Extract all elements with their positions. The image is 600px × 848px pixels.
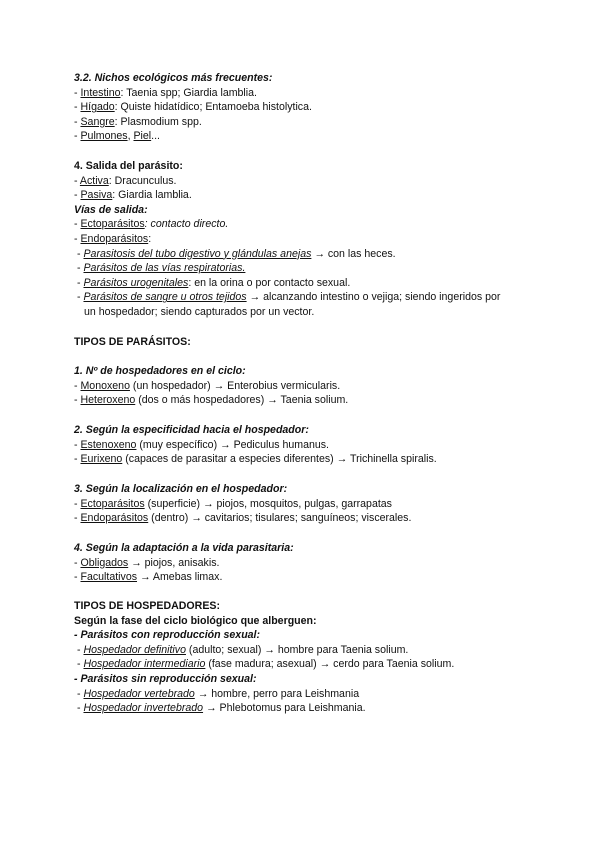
item-text: : Taenia spp; Giardia lamblia. <box>120 86 257 99</box>
sub-item-continuation: un hospedador; siendo capturados por un vector. <box>84 305 315 318</box>
sub-item: - Hospedador vertebrado → hombre, perro para Leishmania <box>77 687 360 700</box>
item-text: (dentro) → cavitarios; tisulares; sanguíneos; viscerales. <box>148 512 412 525</box>
sub-item: - Hospedador intermediario (fase madura; asexual) → cerdo para Taenia solium. <box>77 658 455 671</box>
item-separator: , <box>127 130 134 143</box>
item-label: Endoparásitos <box>80 232 149 245</box>
item-label: Activa <box>79 174 109 187</box>
item-text: : Giardia lamblia. <box>112 189 192 202</box>
list-item: - Heteroxeno (dos o más hospedadores) → Taenia solium. <box>74 394 349 407</box>
list-item: - Endoparásitos: <box>74 232 152 245</box>
section-salida <box>74 159 554 320</box>
item-text: (superficie) → piojos, mosquitos, pulgas, garrapatas <box>144 497 392 510</box>
sub-item: - Parásitos urogenitales: en la orina o por contacto sexual. <box>77 276 351 289</box>
item-text: (adulto; sexual) → hombre para Taenia solium. <box>185 643 409 656</box>
sin-reproduccion-heading: - Parásitos sin reproducción sexual: <box>74 672 257 685</box>
group-heading: 1. Nº de hospedadores en el ciclo: <box>74 365 246 377</box>
list-item: - Monoxeno (un hospedador) → Enterobius vermicularis. <box>74 379 341 392</box>
group-localizacion <box>74 482 554 526</box>
group-adaptacion <box>74 541 554 585</box>
item-label: Parásitos de sangre u otros tejidos <box>83 291 247 304</box>
group-heading: 2. Según la especificidad hacia el hospedador: <box>74 424 309 436</box>
item-label: Facultativos <box>80 571 138 584</box>
item-text: → hombre, perro para Leishmania <box>194 687 360 700</box>
section-nichos <box>74 71 554 144</box>
salida-heading: 4. Salida del parásito: <box>74 160 183 172</box>
item-label: Estenoxeno <box>80 438 137 451</box>
nichos-heading: 3.2. Nichos ecológicos más frecuentes: <box>74 72 273 84</box>
group-num-hospedadores <box>74 364 554 408</box>
list-item: - Ectoparásitos: contacto directo. <box>74 218 229 231</box>
list-item: - Intestino: Taenia spp; Giardia lamblia. <box>74 86 257 99</box>
list-item: - Ectoparásitos (superficie) → piojos, mosquitos, pulgas, garrapatas <box>74 497 392 510</box>
item-label: Hospedador definitivo <box>83 643 186 656</box>
item-text: : <box>148 232 152 245</box>
group-heading: 4. Según la adaptación a la vida parasitaria: <box>74 542 294 554</box>
item-label: Eurixeno <box>80 453 123 466</box>
item-label: Parásitos de las vías respiratorias. <box>83 262 246 275</box>
item-text: (fase madura; asexual) → cerdo para Taenia solium. <box>205 658 455 671</box>
item-text: ... <box>151 130 160 143</box>
tipos-parasitos-heading: TIPOS DE PARÁSITOS: <box>74 336 191 348</box>
item-label: Parasitosis del tubo digestivo y glándulas anejas <box>83 247 312 260</box>
list-item: - Estenoxeno (muy específico) → Pediculus humanus. <box>74 438 329 451</box>
list-item: - Pulmones, Piel... <box>74 130 160 143</box>
section-tipos-parasitos <box>74 335 554 350</box>
item-label: Hospedador invertebrado <box>83 702 204 715</box>
item-label: Hospedador vertebrado <box>83 687 195 700</box>
item-label: Pulmones <box>80 130 128 143</box>
group-heading: 3. Según la localización en el hospedador: <box>74 483 288 495</box>
item-text: (un hospedador) → Enterobius vermicularis. <box>129 379 341 392</box>
list-item: - Sangre: Plasmodium spp. <box>74 115 202 128</box>
list-item: - Facultativos → Amebas limax. <box>74 571 223 584</box>
item-text: : en la orina o por contacto sexual. <box>188 276 351 289</box>
item-text: (capaces de parasitar a especies diferentes) → Trichinella spiralis. <box>122 453 437 466</box>
item-label: Heteroxeno <box>80 394 136 407</box>
item-label: Ectoparásitos <box>80 218 145 231</box>
list-item: - Activa: Dracunculus. <box>74 174 177 187</box>
con-reproduccion-heading: - Parásitos con reproducción sexual: <box>74 629 261 642</box>
sub-item: - Hospedador definitivo (adulto; sexual) → hombre para Taenia solium. <box>77 643 409 656</box>
item-text: → con las heces. <box>311 247 396 260</box>
item-label: Intestino <box>80 86 121 99</box>
item-text: → Amebas limax. <box>137 571 223 584</box>
sub-item: - Hospedador invertebrado → Phlebotomus para Leishmania. <box>77 702 366 715</box>
item-label: Monoxeno <box>80 379 130 392</box>
item-label: Pasiva <box>80 189 113 202</box>
item-label: Hospedador intermediario <box>83 658 206 671</box>
item-text: → Phlebotomus para Leishmania. <box>203 702 366 715</box>
item-text: → piojos, anisakis. <box>128 556 220 569</box>
list-item: - Hígado: Quiste hidatídico; Entamoeba histolytica. <box>74 101 312 114</box>
sub-item: - Parasitosis del tubo digestivo y glándulas anejas → con las heces. <box>77 247 396 260</box>
item-text: : Quiste hidatídico; Entamoeba histolytica. <box>114 101 312 114</box>
vias-heading: Vías de salida: <box>74 203 148 216</box>
item-label: Hígado <box>80 101 115 114</box>
item-label: Endoparásitos <box>80 512 149 525</box>
item-label: Piel <box>133 130 152 143</box>
sub-item: - Parásitos de las vías respiratorias. <box>77 262 246 275</box>
tipos-hospedadores-subheading: Según la fase del ciclo biológico que alberguen: <box>74 614 317 627</box>
item-text: (dos o más hospedadores) → Taenia solium. <box>135 394 349 407</box>
sub-item: - Parásitos de sangre u otros tejidos → alcanzando intestino o vejiga; siendo ingeridos por <box>77 291 501 304</box>
item-label: Ectoparásitos <box>80 497 145 510</box>
item-label: Parásitos urogenitales <box>83 276 189 289</box>
item-label: Sangre <box>80 115 115 128</box>
section-tipos-hospedadores <box>74 599 554 716</box>
tipos-hospedadores-heading: TIPOS DE HOSPEDADORES: <box>74 600 220 612</box>
item-text: → alcanzando intestino o vejiga; siendo ingeridos por <box>246 291 501 304</box>
item-text: : Plasmodium spp. <box>114 115 202 128</box>
item-label: Obligados <box>80 556 129 569</box>
list-item: - Pasiva: Giardia lamblia. <box>74 189 192 202</box>
item-text: : Dracunculus. <box>108 174 177 187</box>
list-item: - Endoparásitos (dentro) → cavitarios; tisulares; sanguíneos; viscerales. <box>74 512 412 525</box>
group-especificidad <box>74 423 554 467</box>
list-item: - Eurixeno (capaces de parasitar a especies diferentes) → Trichinella spiralis. <box>74 453 437 466</box>
item-text: (muy específico) → Pediculus humanus. <box>136 438 329 451</box>
item-text: : contacto directo. <box>144 218 229 231</box>
list-item: - Obligados → piojos, anisakis. <box>74 556 220 569</box>
